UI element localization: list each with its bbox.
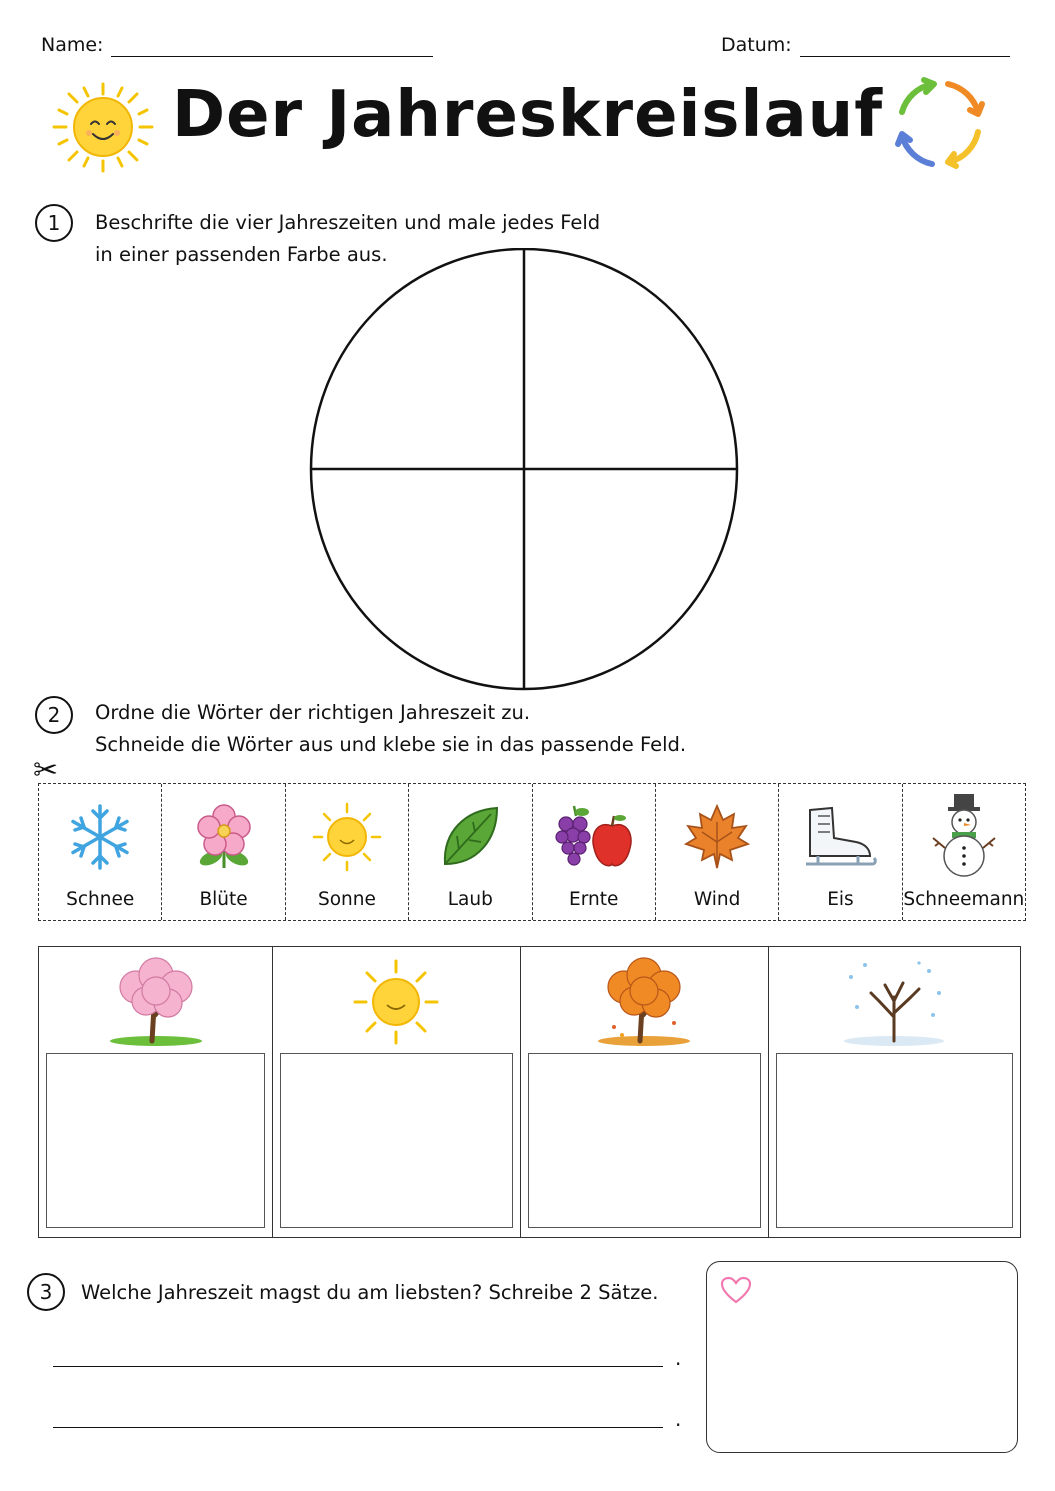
line-end-period: .	[675, 1407, 682, 1431]
task2-line1: Ordne die Wörter der richtigen Jahreszeit zu.	[95, 701, 531, 724]
name-label: Name:	[41, 34, 104, 56]
blossom-icon	[189, 802, 259, 872]
autumn-tree-icon	[594, 957, 694, 1047]
cut-card[interactable]	[533, 784, 656, 920]
cut-card-word: Blüte	[199, 889, 248, 910]
date-label: Datum:	[721, 34, 792, 56]
writing-line[interactable]	[53, 1366, 663, 1367]
cut-card-word: Ernte	[569, 889, 619, 910]
season-column	[769, 947, 1020, 1237]
task3-number: 3	[27, 1273, 65, 1311]
leaf-icon	[435, 802, 505, 872]
task2-number: 2	[35, 696, 73, 734]
task2-line2: Schneide die Wörter aus und klebe sie in das passende Feld.	[95, 733, 687, 756]
season-column	[521, 947, 769, 1237]
season-sort-table	[38, 946, 1021, 1238]
task3-instructions: Welche Jahreszeit magst du am liebsten? Schreibe 2 Sätze.	[81, 1281, 659, 1304]
season-answer-box[interactable]	[280, 1053, 512, 1228]
cut-card-word: Schneemann	[903, 889, 1025, 910]
date-line[interactable]	[800, 56, 1010, 57]
cut-card[interactable]	[656, 784, 779, 920]
sun-icon	[351, 957, 441, 1047]
drawing-box[interactable]	[706, 1261, 1018, 1453]
grapes-apple-icon	[554, 802, 634, 872]
cut-card[interactable]	[39, 784, 162, 920]
maple-leaf-icon	[682, 802, 752, 872]
cut-card[interactable]	[286, 784, 409, 920]
cut-card[interactable]	[162, 784, 285, 920]
line-end-period: .	[675, 1346, 682, 1370]
season-column	[273, 947, 520, 1237]
cut-card-word: Eis	[827, 889, 854, 910]
snowflake-icon	[65, 802, 135, 872]
cut-out-strip	[38, 783, 1026, 921]
cut-card-word: Sonne	[317, 889, 376, 910]
heart-icon	[720, 1276, 752, 1304]
writing-line[interactable]	[53, 1427, 663, 1428]
season-answer-box[interactable]	[46, 1053, 265, 1228]
task1-number: 1	[35, 204, 73, 242]
blossom-tree-icon	[106, 957, 206, 1047]
cut-card-word: Wind	[693, 889, 741, 910]
task1-line2: in einer passenden Farbe aus.	[95, 243, 388, 266]
name-line[interactable]	[111, 56, 433, 57]
page-title: Der Jahreskreislauf	[171, 78, 884, 152]
snowman-icon	[929, 792, 999, 882]
cut-card[interactable]	[903, 784, 1025, 920]
cut-card-word: Laub	[447, 889, 493, 910]
cut-card[interactable]	[409, 784, 532, 920]
task2-instructions	[95, 697, 686, 761]
ice-skate-icon	[800, 802, 880, 872]
cycle-arrows-icon	[890, 74, 990, 178]
task1-line1: Beschrifte die vier Jahreszeiten und male jedes Feld	[95, 211, 601, 234]
scissors-icon: ✂	[33, 753, 59, 788]
cut-card-word: Schnee	[66, 889, 135, 910]
winter-tree-icon	[839, 957, 949, 1047]
sun-icon	[312, 802, 382, 872]
season-answer-box[interactable]	[776, 1053, 1013, 1228]
season-column	[39, 947, 273, 1237]
cut-card[interactable]	[779, 784, 902, 920]
season-answer-box[interactable]	[528, 1053, 761, 1228]
season-circle[interactable]	[308, 248, 742, 698]
